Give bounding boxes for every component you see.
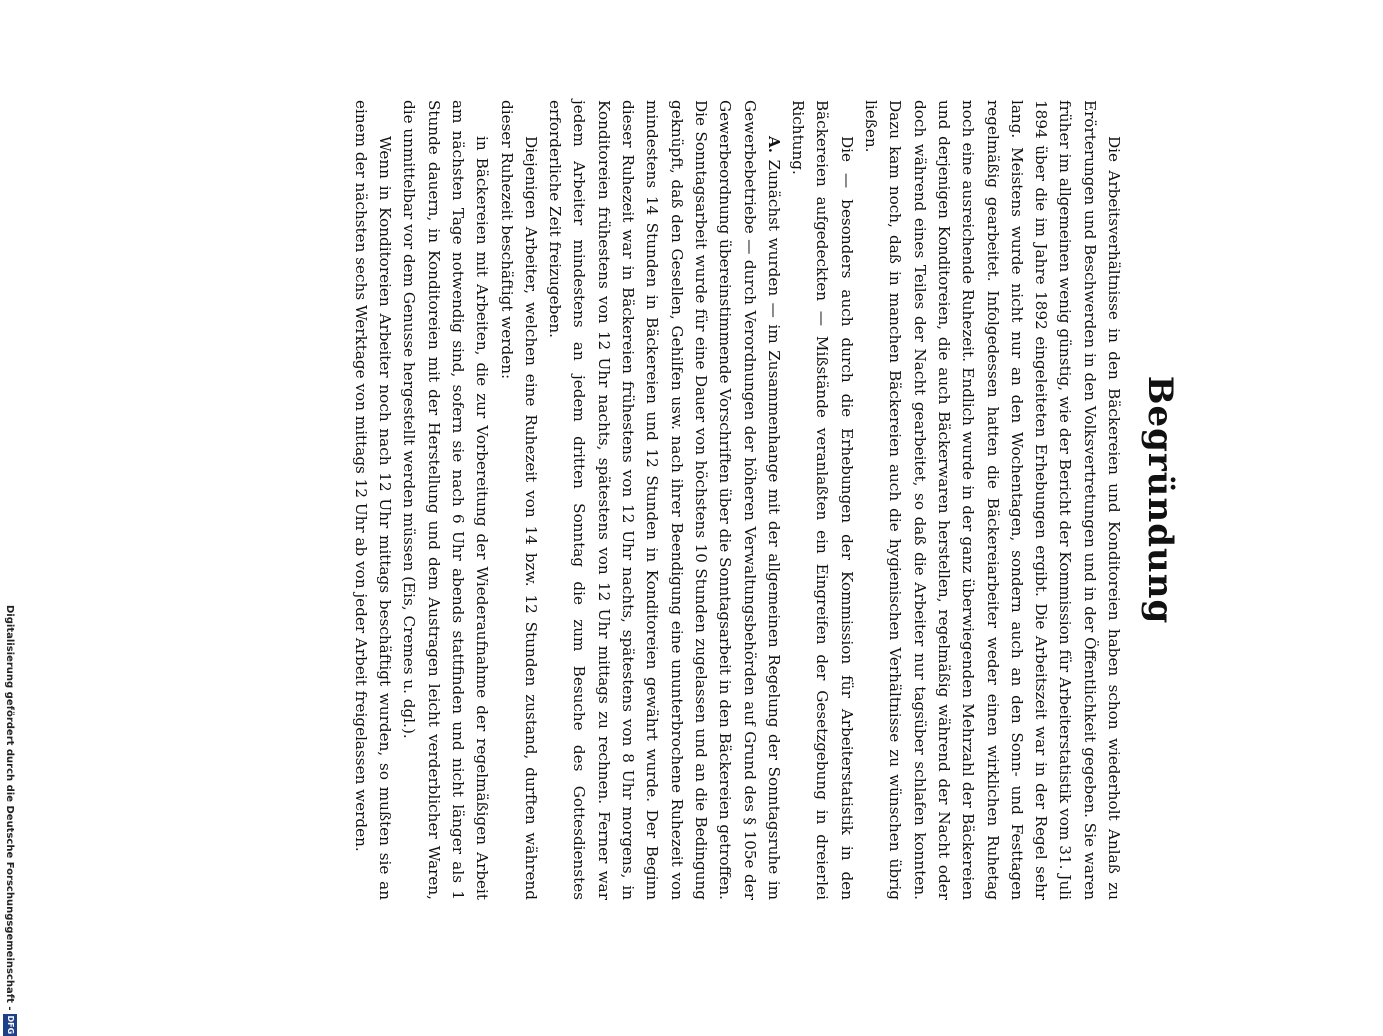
paragraph-text: Diejenigen Arbeiter, welchen eine Ruhezeit von 14 bzw. 12 Stunden zustand, durften während dieser Ruhezeit beschäftigt werden: <box>497 100 540 900</box>
caption-text: Digitalisierung gefördert durch die Deutsche Forschungsgemeinschaft - <box>4 605 16 1011</box>
paragraph-1 <box>859 100 1126 900</box>
paragraph-6 <box>349 100 398 900</box>
dfg-logo: DFG <box>3 1014 17 1036</box>
section-letter: A. <box>764 136 783 154</box>
paragraph-2 <box>786 100 859 900</box>
paragraph-4 <box>494 100 543 900</box>
paragraph-text: Zunächst wurden — im Zusammenhange mit der allgemeinen Regelung der Sonntagsruhe im Gewerbebetriebe — durch Verordnungen der höheren Verwaltungsbehörden auf Grund des § 105e der Gewerbeordnung übereinstimmende Vorschriften über die Sonntagsarbeit in den Bäckereien getroffen. Die Sonntagsarbeit wurde für eine Dauer von höchstens 10 Stunden zugelassen und an die Bedingung geknüpft, daß den Gesellen, Gehilfen usw. nach ihrer Beendigung eine ununterbrochene Ruhezeit von mindestens 14 Stunden in Bäckereien und 12 Stunden in Konditoreien gewährt wurde. Der Beginn dieser Ruhezeit war in Bäckereien frühestens von 12 Uhr nachts, spätestens von 8 Uhr morgens, in Konditoreien frühestens von 12 Uhr nachts, spätestens von 12 Uhr mittags zu rechnen. Ferner war jedem Arbeiter mindestens an jedem dritten Sonntag die zum Besuche des Gottesdienstes erforderliche Zeit freizugeben. <box>546 100 783 901</box>
paragraph-text: Die — besonders auch durch die Erhebungen der Kommission für Arbeiterstatistik in den Bäckereien aufgedeckten — Mißstände veranlaßten ein Eingreifen der Gesetzgebung in dreierlei Richtung. <box>789 100 856 900</box>
document-body <box>220 100 1180 900</box>
digitization-caption <box>2 605 18 1035</box>
paragraph-5 <box>397 100 494 900</box>
paragraph-text: Die Arbeitsverhältnisse in den Bäckereien und Konditoreien haben schon wiederholt Anlaß zu Erörterungen und Beschwerden in den Volksvertretungen und in der Öffentlichkeit gegeben. Sie waren früher im allgemeinen wenig günstig, wie der Bericht der Kommission für Arbeiterstatistik vom 31. Juli 1894 über die im Jahre 1892 eingeleiteten Erhebungen ergibt. Die Arbeitszeit war in der Regel sehr lang. Meistens wurde nicht nur an den Wochentagen, sondern auch an den Sonn- und Festtagen regelmäßig gearbeitet. Infolgedessen hatten die Bäckereiarbeiter weder einen wirklichen Ruhetag noch eine ausreichende Ruhezeit. Endlich wurde in der ganz überwiegenden Mehrzahl der Bäckereien und derjenigen Konditoreien, die auch Bäckerwaren herstellen, regelmäßig während der Nacht oder doch während eines Teiles der Nacht gearbeitet, so daß die Arbeiter nur tagsüber schlafen konnten. Dazu kam noch, daß in manchen Bäckereien auch die hygienischen Verhältnisse zu wünschen übrig ließen. <box>862 100 1123 900</box>
document-title: Begründung <box>1140 375 1180 625</box>
paragraph-text: in Bäckereien mit Arbeiten, die zur Vorbereitung der Wiederaufnahme der regelmäßigen Arbeit am nächsten Tage notwendig sind, sofern sie nach 6 Uhr abends stattfinden und nicht länger als 1 Stunde dauern, in Konditoreien mit der Herstellung und dem Austragen leicht verderblicher Waren, die unmittelbar vor dem Genusse hergestellt werden müssen (Eis, Cremes u. dgl.). <box>400 100 492 900</box>
paragraph-3 <box>543 100 786 900</box>
paragraph-text: Wenn in Konditoreien Arbeiter noch nach 12 Uhr mittags beschäftigt wurden, so mußten sie an einem der nächsten sechs Werktage von mittags 12 Uhr ab von jeder Arbeit freigelassen werden. <box>351 100 395 900</box>
